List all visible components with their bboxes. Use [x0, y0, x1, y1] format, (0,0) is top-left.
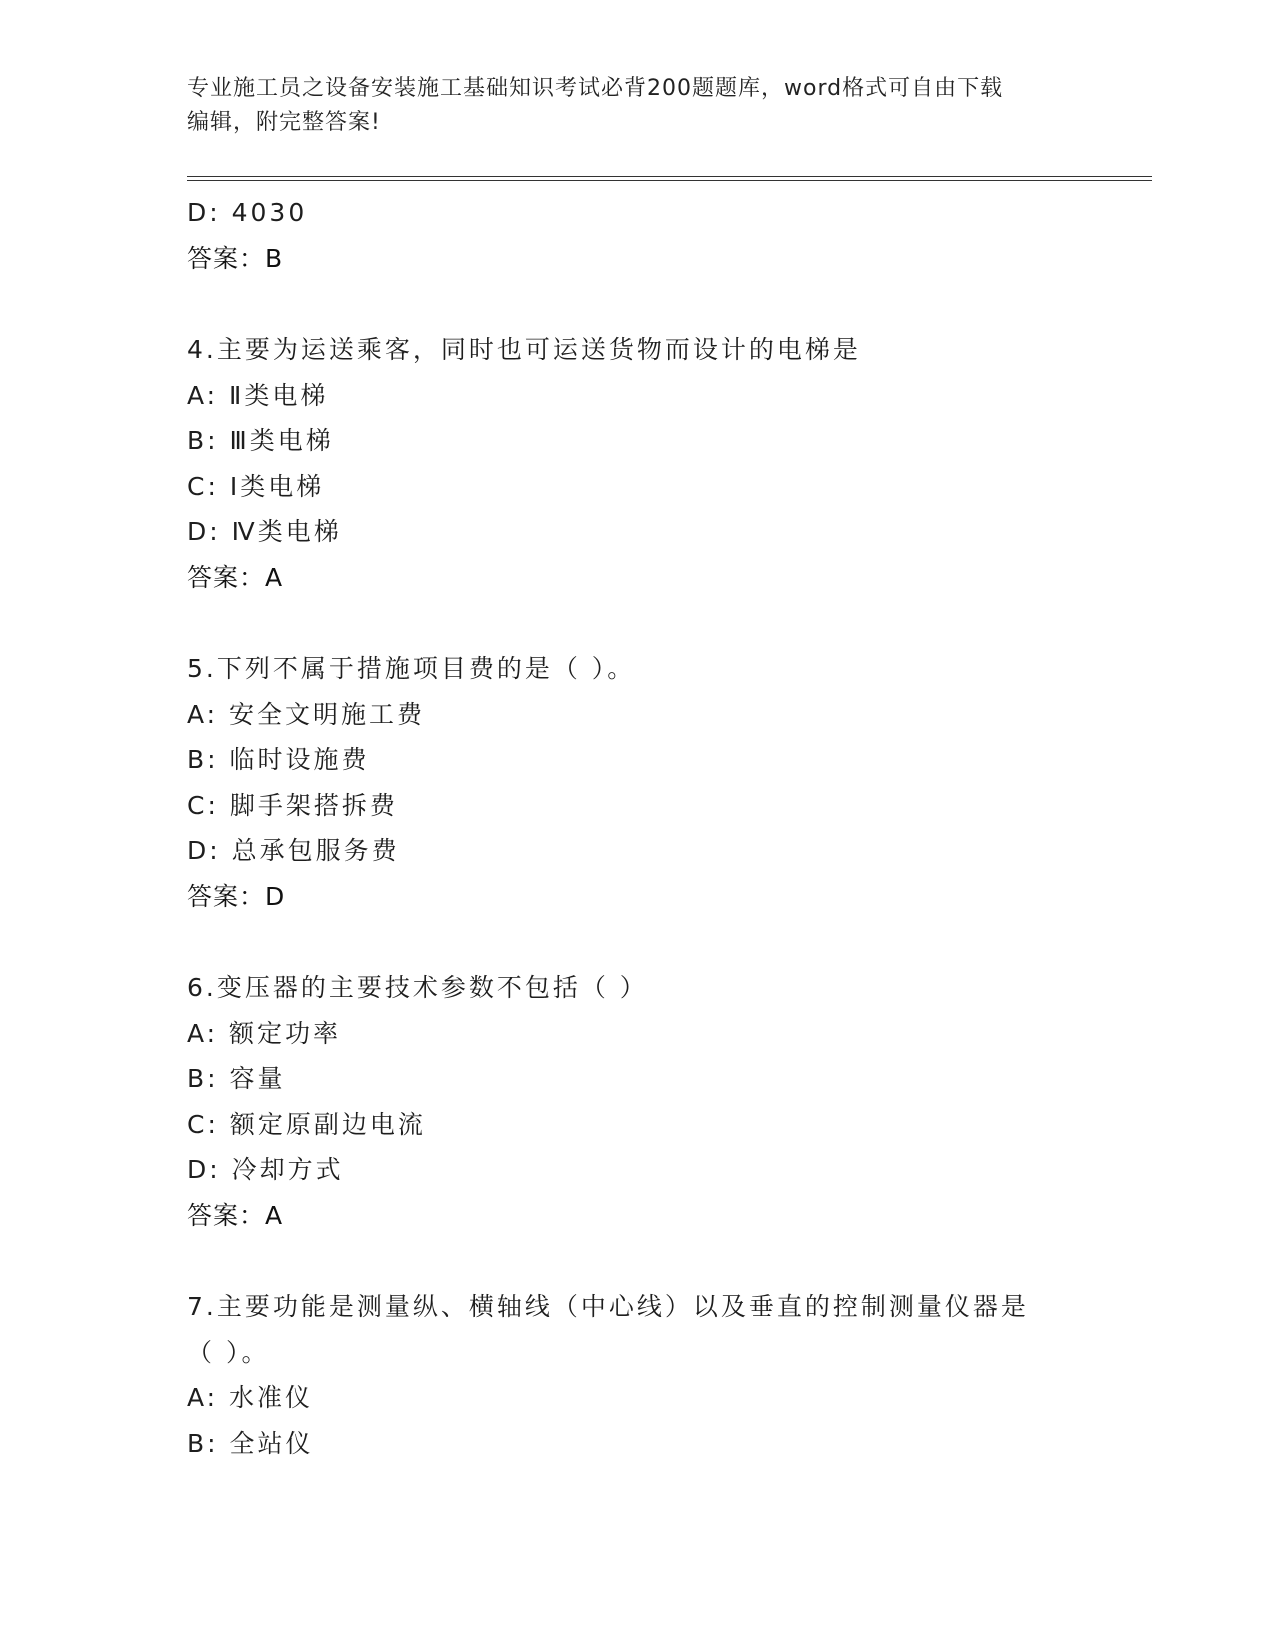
option-d: D: 4030 [187, 198, 308, 227]
option-a: A: Ⅱ类电梯 [187, 380, 329, 410]
header-divider-top [187, 176, 1152, 177]
question-text-line-2: （ ）。 [187, 1337, 270, 1367]
question-text: 4.主要为运送乘客，同时也可运送货物而设计的电梯是 [187, 335, 861, 364]
option-b: B: 全站仪 [187, 1428, 314, 1458]
spacer [187, 281, 1087, 327]
option-c: C: 额定原副边电流 [187, 1109, 426, 1139]
question-6 [187, 965, 1087, 1238]
option-a: A: 水准仪 [187, 1383, 314, 1412]
answer: 答案：A [187, 1200, 284, 1230]
question-5 [187, 646, 1087, 919]
option-d: D: 总承包服务费 [187, 836, 400, 865]
header-title-line-1: 专业施工员之设备安装施工基础知识考试必背200题题库，word格式可自由下载 [187, 76, 1004, 101]
question-3-tail [187, 190, 1087, 281]
option-b: B: 临时设施费 [187, 745, 370, 774]
question-text-line-1: 7.主要功能是测量纵、横轴线（中心线）以及垂直的控制测量仪器是 [187, 1292, 1029, 1321]
page-header [187, 72, 1087, 140]
question-text: 5.下列不属于措施项目费的是（ ）。 [187, 654, 636, 683]
option-c: C: Ⅰ类电梯 [187, 471, 325, 501]
option-c: C: 脚手架搭拆费 [187, 790, 398, 820]
option-a: A: 额定功率 [187, 1018, 342, 1048]
option-b: B: Ⅲ类电梯 [187, 426, 334, 455]
spacer [187, 600, 1087, 646]
spacer [187, 919, 1087, 965]
option-b: B: 容量 [187, 1064, 286, 1093]
option-a: A: 安全文明施工费 [187, 699, 426, 729]
answer: 答案：D [187, 881, 286, 911]
question-text: 6.变压器的主要技术参数不包括（ ） [187, 973, 648, 1002]
answer: 答案：B [187, 243, 284, 273]
question-7 [187, 1284, 1087, 1466]
option-d: D: Ⅳ类电梯 [187, 517, 342, 546]
question-list [187, 190, 1087, 1466]
option-d: D: 冷却方式 [187, 1155, 344, 1184]
header-title-line-2: 编辑，附完整答案! [187, 110, 381, 135]
answer: 答案：A [187, 562, 284, 592]
question-4 [187, 327, 1087, 600]
spacer [187, 1238, 1087, 1284]
header-divider-bottom [187, 180, 1152, 181]
